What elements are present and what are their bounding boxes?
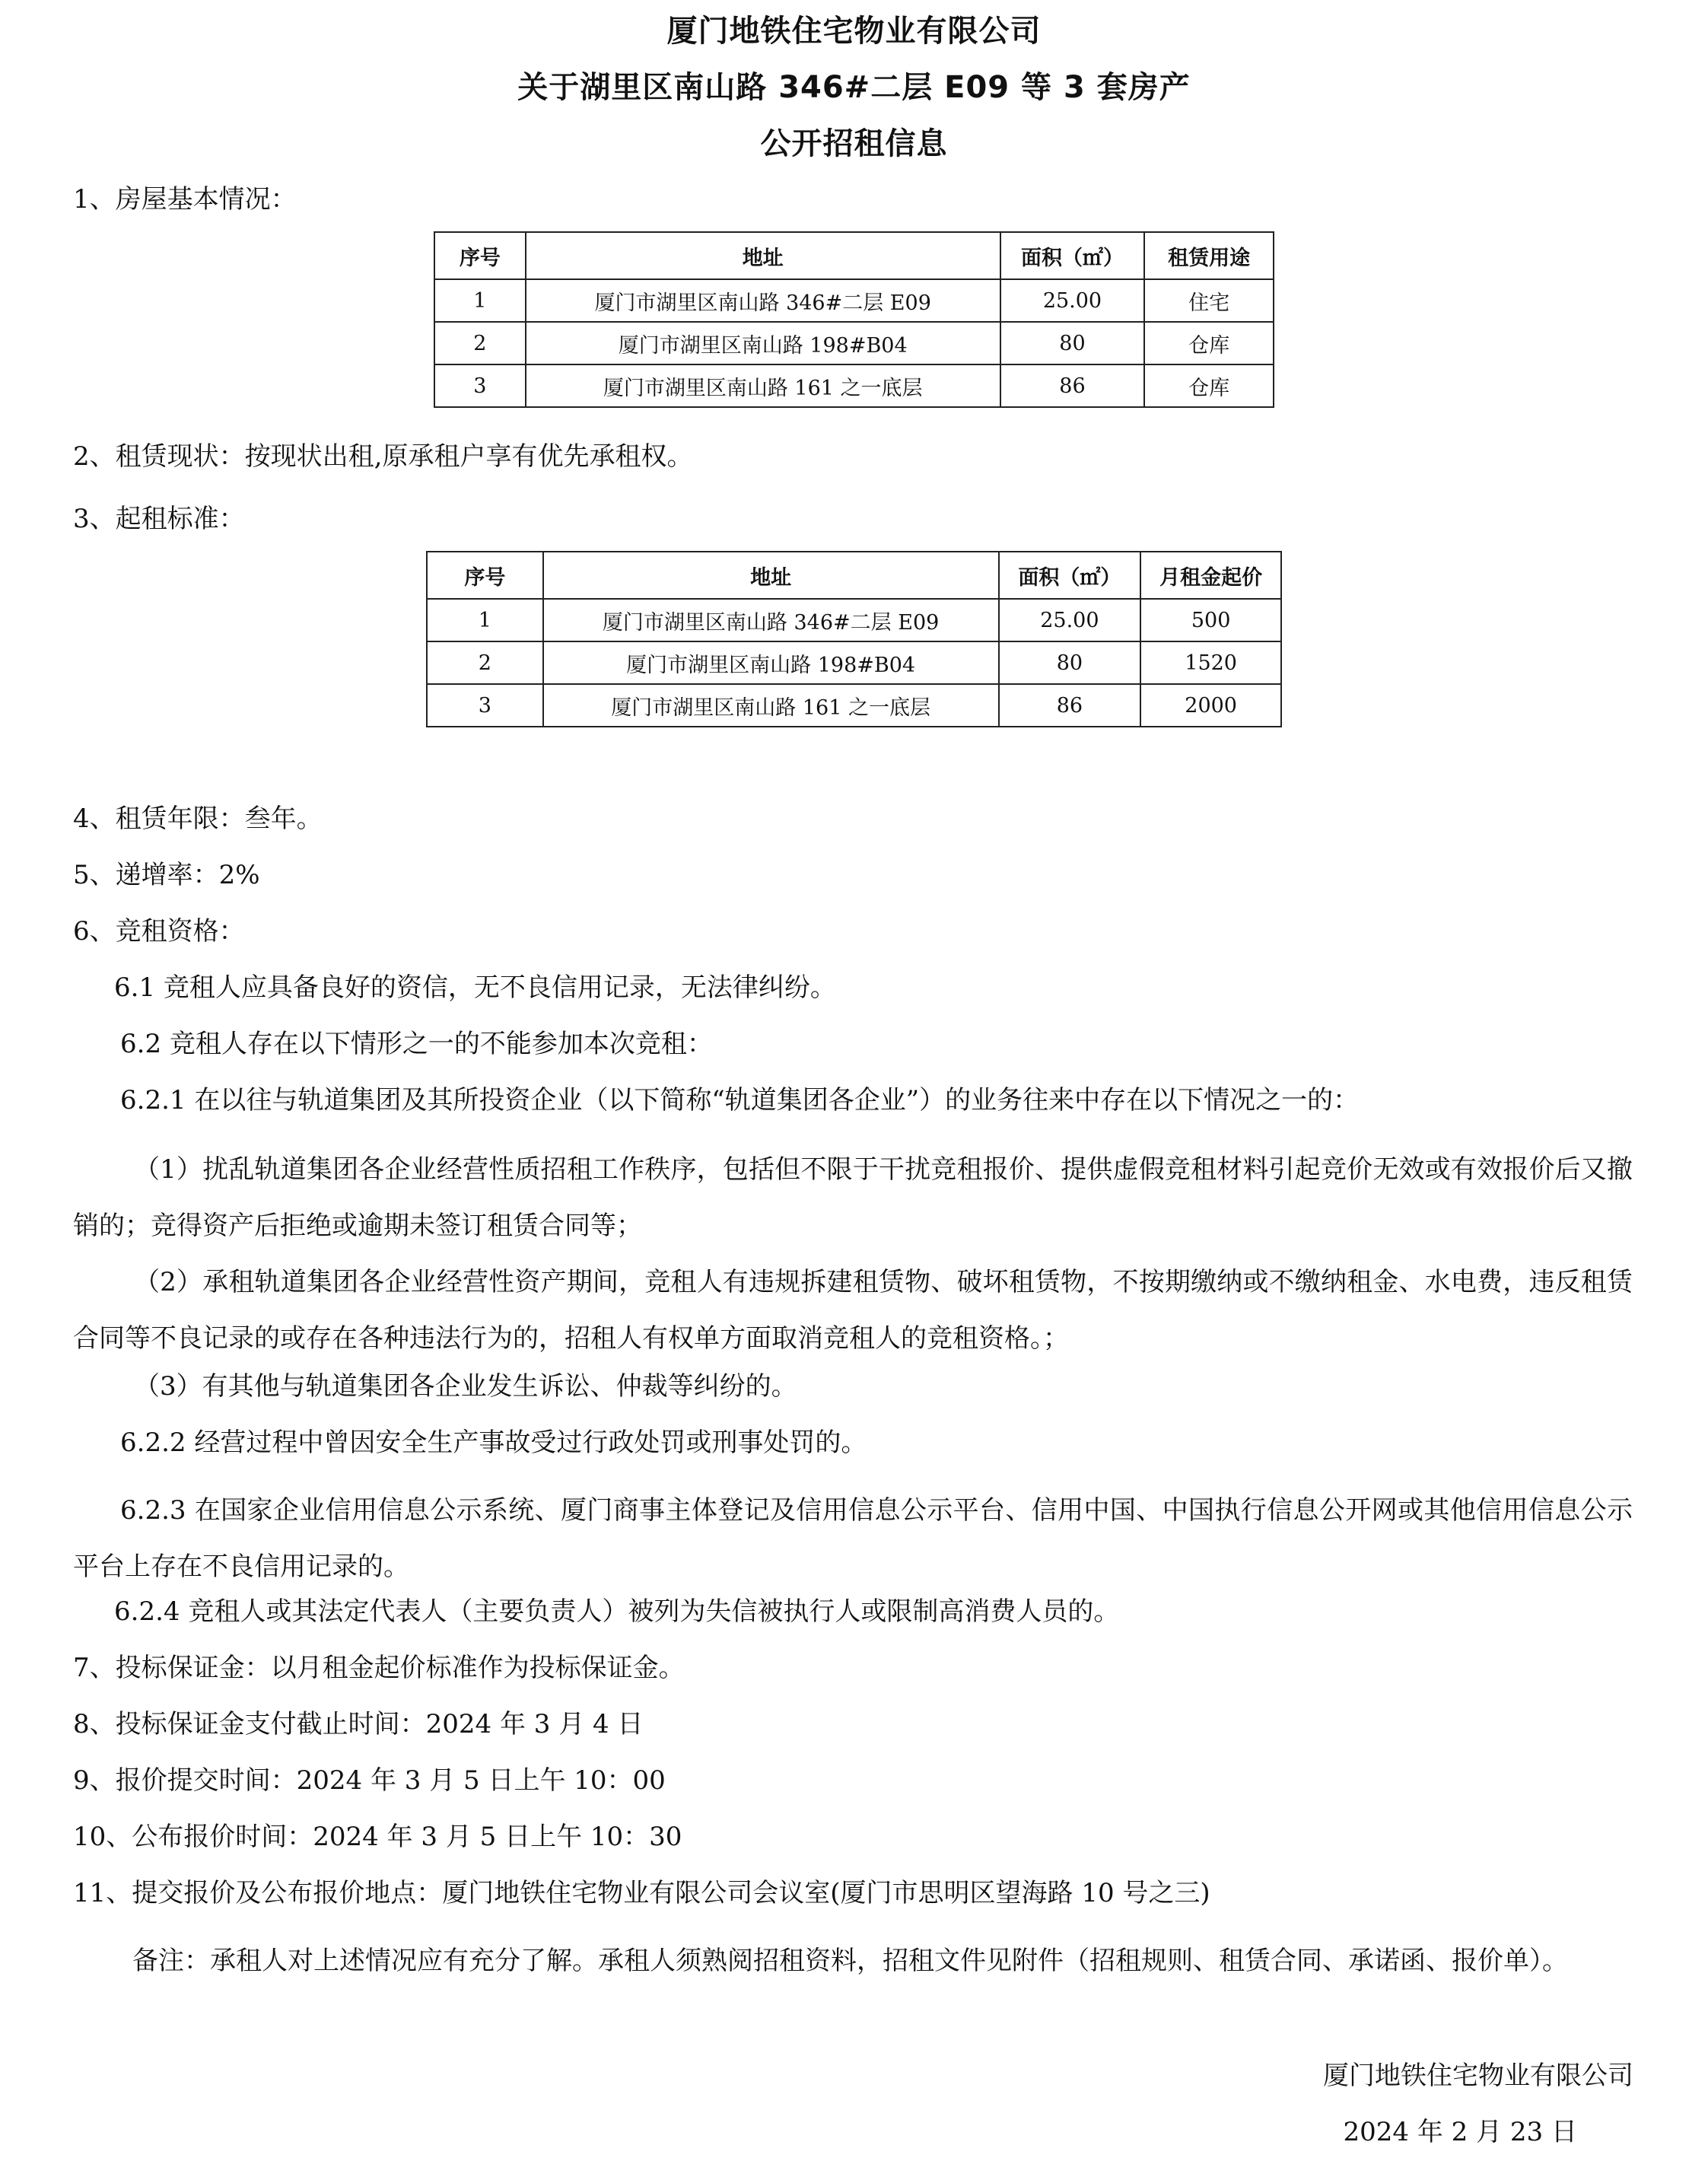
table-cell: 住宅 (1144, 279, 1274, 322)
table-row (434, 364, 1274, 407)
table-cell: 25.00 (999, 599, 1141, 641)
table-cell: 厦门市湖里区南山路 198#B04 (543, 641, 999, 684)
section10-text: 10、公布报价时间：2024 年 3 月 5 日上午 10：30 (73, 1822, 682, 1852)
table-row (434, 322, 1274, 364)
table-cell: 80 (999, 641, 1141, 684)
table-cell: 厦门市湖里区南山路 198#B04 (526, 322, 1000, 364)
column-header: 租赁用途 (1144, 232, 1274, 279)
table-cell: 86 (999, 684, 1141, 727)
table-cell: 厦门市湖里区南山路 346#二层 E09 (526, 279, 1000, 322)
section5-text: 5、递增率：2% (73, 860, 260, 890)
table-cell: 厦门市湖里区南山路 161 之一底层 (543, 684, 999, 727)
table-cell: 2000 (1140, 684, 1281, 727)
section9-text: 9、报价提交时间：2024 年 3 月 5 日上午 10：00 (73, 1765, 666, 1796)
column-header: 序号 (427, 552, 543, 599)
remark-text: 备注：承租人对上述情况应有充分了解。承租人须熟阅招租资料，招租文件见附件（招租规则、租赁合同、承诺函、报价单）。 (132, 1946, 1568, 1976)
table-cell: 2 (434, 322, 526, 364)
section1-heading: 1、房屋基本情况： (73, 184, 297, 215)
column-header: 地址 (526, 232, 1000, 279)
column-header: 面积（㎡） (1000, 232, 1145, 279)
table-cell: 500 (1140, 599, 1281, 641)
clause-item-2: （2）承租轨道集团各企业经营性资产期间，竞租人有违规拆建租赁物、破坏租赁物，不按期缴纳或不缴纳租金、水电费，违反租赁合同等不良记录的或存在各种违法行为的，招租人有权单方面取消竞租人的竞租资格。； (73, 1267, 1633, 1354)
clause-6-1: 6.1 竞租人应具备良好的资信，无不良信用记录，无法律纠纷。 (114, 972, 836, 1003)
column-header: 月租金起价 (1140, 552, 1281, 599)
signature-company: 厦门地铁住宅物业有限公司 (1323, 2061, 1633, 2091)
clause-item-3: （3）有其他与轨道集团各企业发生诉讼、仲裁等纠纷的。 (134, 1371, 797, 1402)
table-cell: 86 (1000, 364, 1145, 407)
house-info-table (434, 231, 1274, 408)
rent-standard-table (426, 551, 1282, 727)
table-header-row (427, 552, 1281, 599)
table-cell: 3 (434, 364, 526, 407)
column-header: 地址 (543, 552, 999, 599)
clause-item-1: （1）扰乱轨道集团各企业经营性质招租工作秩序，包括但不限于干扰竞租报价、提供虚假竞租材料引起竞价无效或有效报价后又撤销的；竞得资产后拒绝或逾期未签订租赁合同等； (73, 1154, 1633, 1241)
company-title: 厦门地铁住宅物业有限公司 (666, 14, 1042, 49)
section6-heading: 6、竞租资格： (73, 916, 245, 947)
table-row (427, 599, 1281, 641)
section11-text: 11、提交报价及公布报价地点：厦门地铁住宅物业有限公司会议室(厦门市思明区望海路 10 号之三) (73, 1878, 1210, 1908)
clause-6-2-3: 6.2.3 在国家企业信用信息公示系统、厦门商事主体登记及信用信息公示平台、信用中国、中国执行信息公开网或其他信用信息公示平台上存在不良信用记录的。 (73, 1495, 1633, 1582)
doc-type-title: 公开招租信息 (760, 126, 948, 161)
subject-title: 关于湖里区南山路 346#二层 E09 等 3 套房产 (517, 70, 1191, 105)
table-cell: 2 (427, 641, 543, 684)
table-row (434, 279, 1274, 322)
section8-text: 8、投标保证金支付截止时间：2024 年 3 月 4 日 (73, 1709, 644, 1739)
clause-6-2-4: 6.2.4 竞租人或其法定代表人（主要负责人）被列为失信被执行人或限制高消费人员的。 (114, 1596, 1120, 1627)
column-header: 面积（㎡） (999, 552, 1141, 599)
table-cell: 1520 (1140, 641, 1281, 684)
table-cell: 3 (427, 684, 543, 727)
table-cell: 厦门市湖里区南山路 161 之一底层 (526, 364, 1000, 407)
table-cell: 仓库 (1144, 364, 1274, 407)
column-header: 序号 (434, 232, 526, 279)
section7-text: 7、投标保证金：以月租金起价标准作为投标保证金。 (73, 1653, 685, 1683)
clause-6-2-1: 6.2.1 在以往与轨道集团及其所投资企业（以下简称“轨道集团各企业”）的业务往来中存在以下情况之一的： (120, 1085, 1360, 1116)
table-cell: 1 (434, 279, 526, 322)
table-cell: 厦门市湖里区南山路 346#二层 E09 (543, 599, 999, 641)
clause-6-2-2: 6.2.2 经营过程中曾因安全生产事故受过行政处罚或刑事处罚的。 (120, 1427, 867, 1458)
table-cell: 80 (1000, 322, 1145, 364)
table-cell: 25.00 (1000, 279, 1145, 322)
clause-6-2: 6.2 竞租人存在以下情形之一的不能参加本次竞租： (120, 1029, 713, 1059)
table-header-row (434, 232, 1274, 279)
section2-text: 2、租赁现状：按现状出租,原承租户享有优先承租权。 (73, 441, 693, 472)
section3-heading: 3、起租标准： (73, 504, 245, 534)
table-cell: 1 (427, 599, 543, 641)
section4-text: 4、租赁年限：叁年。 (73, 804, 323, 834)
table-cell: 仓库 (1144, 322, 1274, 364)
table-row (427, 641, 1281, 684)
table-row (427, 684, 1281, 727)
signature-date: 2024 年 2 月 23 日 (1343, 2117, 1577, 2147)
